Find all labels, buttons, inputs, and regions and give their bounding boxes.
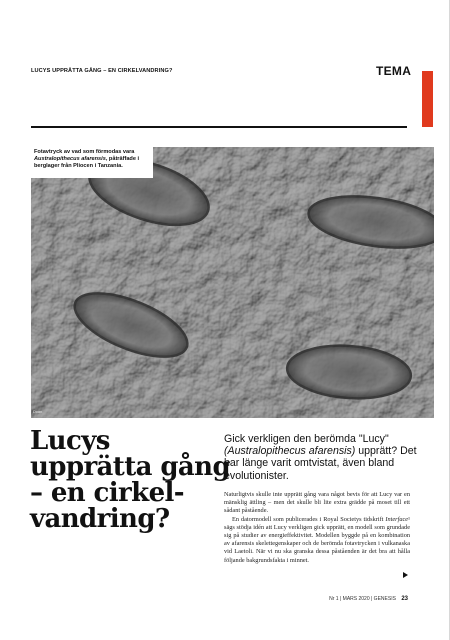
running-head: LUCYS UPPRÄTTA GÅNG – EN CIRKELVANDRING? [31, 68, 173, 74]
headline-line: vandring? [30, 504, 170, 534]
page-footer [329, 596, 408, 602]
page-number: 23 [401, 596, 408, 602]
article-headline [30, 426, 231, 534]
body-paragraph: Naturligtvis skulle inte upprätt gång vara något bevis för att Lucy var en mänsklig ättling – men det skulle bli lite extra grädde på moset till ett sådant påstående. [224, 491, 410, 515]
footprints-photo [31, 147, 434, 418]
issue-info: Nr 1 | MARS 2020 | GENESIS [329, 596, 396, 602]
journal-name: Interface [385, 515, 409, 523]
headline-line: – en cirkel- [30, 478, 184, 508]
article-lead: Gick verkligen den berömda "Lucy" (Australopithecus afarensis) upprätt? Det har länge varit omtvistat, även bland evolutionister. [224, 433, 417, 482]
footprints-image [31, 147, 434, 418]
continue-arrow-icon [403, 572, 408, 578]
section-tag: TEMA [376, 64, 412, 78]
photo-credit: Doan [33, 410, 43, 414]
article-body [224, 491, 410, 565]
photo-caption: Fotavtryck av vad som förmodas vara Australopithecus afarensis, påträffade i berglager från Pliocen i Tanzania. [31, 147, 153, 178]
accent-bar [422, 71, 433, 127]
body-paragraph: En datormodell som publicerades i Royal Societys tidskrift Interface¹ sägs stödja idén att Lucy verkligen gick upprätt, en modell som grundade sig på studier av energieffektivitet. Modellen byggde på en kombination av afarensis skelettegenskaper och de berömda fotavtrycken i vulkanaska vid Laetoli. När vi nu ska granska dessa påståenden är det bra att hålla följande bakgrundsfakta i minnet. [224, 515, 410, 564]
headline-line: upprätta gång [30, 452, 231, 482]
header-rule [31, 126, 407, 128]
headline-line: Lucys [30, 426, 110, 456]
